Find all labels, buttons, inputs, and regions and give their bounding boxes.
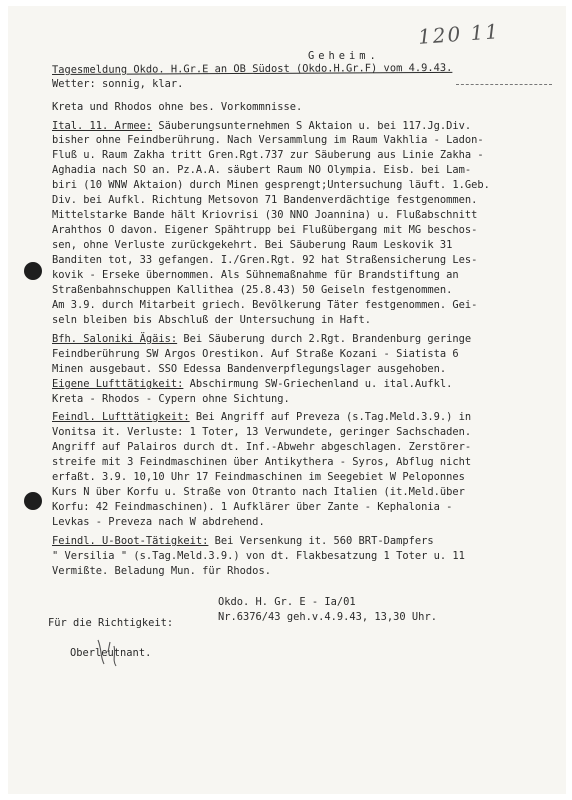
- text-line: seln bleiben bis Abschluß der Untersuchung in Haft.: [52, 314, 372, 326]
- text-line: Vermißte. Beladung Mun. für Rhodos.: [52, 565, 271, 577]
- sender-line: Okdo. H. Gr. E - Ia/01: [218, 596, 356, 608]
- section-label-luft-feind: Feindl. Lufttätigkeit:: [52, 411, 190, 423]
- signatory-rank: Oberleutnant.: [70, 647, 152, 659]
- text-line: Kreta und Rhodos ohne bes. Vorkommnisse.: [52, 101, 303, 113]
- text-line: Korfu: 42 Feindmaschinen). 1 Aufklärer über Zante - Kephalonia -: [52, 501, 453, 513]
- punch-hole: [24, 262, 42, 280]
- weather-line: Wetter: sonnig, klar.: [52, 78, 184, 90]
- text-line: Minen ausgebaut. SSO Edessa Bandenverpflegungslager ausgehoben.: [52, 363, 447, 375]
- signature-mark: [90, 636, 130, 668]
- text-line: Straßenbahnschuppen Kallithea (25.8.43) 50 Geiseln festgenommen.: [52, 284, 453, 296]
- text-line: Vonitsa it. Verluste: 1 Toter, 13 Verwundete, geringer Sachschaden.: [52, 426, 472, 438]
- section-label-uboot: Feindl. U-Boot-Tätigkeit:: [52, 535, 209, 547]
- text-line: Angriff auf Palairos durch dt. Inf.-Abwehr abgeschlagen. Zerstörer-: [52, 441, 472, 453]
- text-line: Kurs N über Korfu u. Straße von Otranto nach Italien (it.Meld.über: [52, 486, 465, 498]
- text-line: Kreta - Rhodos - Cypern ohne Sichtung.: [52, 393, 290, 405]
- text-line: Levkas - Preveza nach W abdrehend.: [52, 516, 265, 528]
- report-heading: Tagesmeldung Okdo. H.Gr.E an OB Südost (Okdo.H.Gr.F) vom 4.9.43.: [51, 61, 453, 76]
- heading-dash: [456, 84, 552, 85]
- text-line: Banditen tot, 33 gefangen. I./Gren.Rgt. 92 hat Straßensicherung Les-: [52, 254, 478, 266]
- text-line: Bei Versenkung it. 560 BRT-Dampfers: [214, 535, 434, 547]
- classification-mark: Geheim.: [308, 50, 380, 62]
- text-line: Bei Säuberung durch 2.Rgt. Brandenburg geringe: [183, 333, 472, 345]
- text-line: biri (10 WNW Aktaion) durch Minen gesprengt;Untersuchung läuft. 1.Geb.: [52, 179, 490, 191]
- text-line: Feindberührung SW Argos Orestikon. Auf Straße Kozani - Siatista 6: [52, 348, 459, 360]
- section-label-luft-eigen: Eigene Lufttätigkeit:: [52, 378, 184, 390]
- section-label-saloniki: Bfh. Saloniki Ägäis:: [52, 333, 178, 345]
- text-line: sen, ohne Verluste zurückgekehrt. Bei Säuberung Raum Leskovik 31: [52, 239, 453, 251]
- text-line: Bei Angriff auf Preveza (s.Tag.Meld.3.9.) in: [195, 411, 472, 423]
- text-line: Abschirmung SW-Griechenland u. ital.Aufkl.: [189, 378, 453, 390]
- text-line: erfaßt. 3.9. 10,10 Uhr 17 Feindmaschinen im Seegebiet W Peloponnes: [52, 471, 465, 483]
- text-line: Fluß u. Raum Zakha tritt Gren.Rgt.737 zur Säuberung aus Linie Zakha -: [52, 149, 484, 161]
- text-line: kovik - Erseke übernommen. Als Sühnemaßnahme für Brandstiftung an: [52, 269, 459, 281]
- text-line: Arahthos O davon. Eigener Spähtrupp bei Flußübergang mit MG beschos-: [52, 224, 478, 236]
- certification-label: Für die Richtigkeit:: [48, 617, 174, 629]
- page-number-handwritten: 120 11: [417, 19, 501, 49]
- reference-line: Nr.6376/43 geh.v.4.9.43, 13,30 Uhr.: [218, 611, 437, 623]
- text-line: Aghadia nach SO an. Pz.A.A. säubert Raum NO Olympia. Eisb. bei Lam-: [52, 164, 472, 176]
- text-line: Div. bei Aufkl. Richtung Metsovon 71 Bandenverdächtige festgenommen.: [52, 194, 478, 206]
- text-line: bisher ohne Feindberührung. Nach Versammlung im Raum Vakhlia - Ladon-: [52, 134, 484, 146]
- text-line: streife mit 3 Feindmaschinen über Antikythera - Syros, Abflug nicht: [52, 456, 472, 468]
- punch-hole: [24, 492, 42, 510]
- text-line: Säuberungsunternehmen S Aktaion u. bei 117.Jg.Div.: [158, 120, 472, 132]
- text-line: " Versilia " (s.Tag.Meld.3.9.) von dt. Flakbesatzung 1 Toter u. 11: [52, 550, 465, 562]
- text-line: Am 3.9. durch Mitarbeit griech. Bevölkerung Täter festgenommen. Gei-: [52, 299, 478, 311]
- text-line: Mittelstarke Bande hält Kriovrisi (30 NNO Joannina) u. Flußabschnitt: [52, 209, 478, 221]
- section-label-armee: Ital. 11. Armee:: [52, 120, 153, 132]
